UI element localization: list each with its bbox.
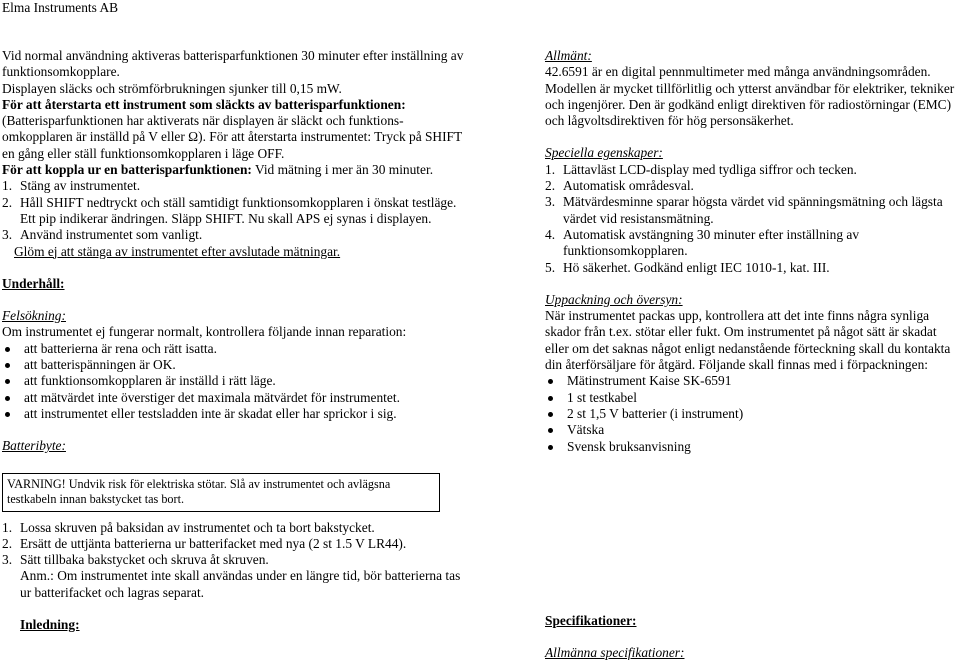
batteribyte-heading: Batteribyte:	[2, 438, 66, 454]
list-item: att batterierna är rena och rätt isatta.	[2, 341, 464, 357]
list-item: 1. Lättavläst LCD-display med tydliga siffror och tecken.	[545, 161, 857, 177]
list-item: 3. Sätt tillbaka bakstycket och skruva åt skruven.	[2, 552, 269, 568]
allmant-heading: Allmänt:	[545, 48, 592, 63]
left-column	[2, 48, 464, 633]
forget-note: Glöm ej att stänga av instrumentet efter avslutade mätningar.	[14, 243, 341, 259]
list-item: 2. Håll SHIFT nedtryckt och ställ samtidigt funktionsomkopplaren i önskat testläge. Ett pip indikerar ändringen. Släpp SHIFT. Nu skall APS ej synas i displayen.	[2, 194, 457, 226]
features-list	[545, 162, 957, 276]
allmanna-specifikationer-heading: Allmänna specifikationer:	[545, 645, 685, 660]
disable-steps	[2, 178, 464, 243]
allmant-text: 42.6591 är en digital pennmultimeter med många användningsområden. Modellen är mycket tillförlitlig och ytterst användbar för elektriker, tekniker och ingenjörer. Den är godkänd enligt direktiven för radiostörningar (EMC) och lågvoltsdirektiven för hög personsäkerhet.	[545, 64, 955, 129]
list-item: att mätvärdet inte överstiger det maximala mätvärdet för instrumentet.	[2, 390, 464, 406]
list-item: 1 st testkabel	[545, 390, 957, 406]
warning-box: VARNING! Undvik risk för elektriska stötar. Slå av instrumentet och avlägsna testkabeln innan bakstycket tas bort.	[2, 473, 440, 512]
list-item: att batterispänningen är OK.	[2, 357, 464, 373]
list-item: Vätska	[545, 422, 957, 438]
list-item: Svensk bruksanvisning	[545, 439, 957, 455]
list-item: 1. Stäng av instrumentet.	[2, 178, 141, 194]
speciella-heading: Speciella egenskaper:	[545, 145, 663, 161]
document-header: Elma Instruments AB	[2, 0, 119, 15]
list-item: 4. Automatisk avstängning 30 minuter efter inställning av funktionsomkopplaren.	[545, 226, 860, 259]
disable-paragraph	[2, 162, 464, 178]
list-item: 3. Använd instrumentet som vanligt.	[2, 227, 203, 243]
battery-steps	[2, 520, 464, 569]
list-item: 2. Ersätt de uttjänta batterierna ur batterifacket med nya (2 st 1.5 V LR44).	[2, 535, 407, 551]
list-item: 3. Mätvärdesminne sparar högsta värdet vid spänningsmätning och lägsta värdet vid resistansmätning.	[545, 194, 943, 226]
felsokning-list	[2, 341, 464, 422]
list-item: Mätinstrument Kaise SK-6591	[545, 373, 957, 389]
felsokning-intro: Om instrumentet ej fungerar normalt, kontrollera följande innan reparation:	[2, 324, 407, 340]
package-list	[545, 373, 957, 454]
list-item: att instrumentet eller testsladden inte är skadat eller har sprickor i sig.	[2, 406, 464, 422]
underhall-heading: Underhåll:	[2, 275, 65, 291]
list-item: att funktionsomkopplaren är inställd i rätt läge.	[2, 373, 464, 389]
restart-heading: För att återstarta ett instrument som släckts av batterisparfunktionen:	[2, 96, 406, 112]
restart-paragraph	[2, 97, 464, 162]
battery-note: Anm.: Om instrumentet inte skall användas under en längre tid, bör batterierna tas ur batterifacket och lagras separat.	[20, 568, 461, 600]
list-item: 5. Hö säkerhet. Godkänd enligt IEC 1010-1, kat. III.	[545, 259, 830, 275]
list-item: 2. Automatisk områdesval.	[545, 178, 694, 194]
disable-heading: För att koppla ur en batterisparfunktionen:	[2, 162, 252, 178]
uppackning-heading: Uppackning och översyn:	[545, 291, 683, 307]
list-item: 2 st 1,5 V batterier (i instrument)	[545, 406, 957, 422]
felsokning-heading: Felsökning:	[2, 308, 66, 324]
disable-text: Vid mätning i mer än 30 minuter.	[251, 162, 434, 178]
uppackning-text: När instrumentet packas upp, kontrollera att det inte finns några synliga skador från t.ex. stötar eller fukt. Om instrumentet på något sätt är skadat eller om det saknas något enligt nedanstående förteckning skall du kontakta din återförsäljare för åtgärd. Följande skall finnas med i förpackningen:	[545, 308, 951, 373]
list-item: 1. Lossa skruven på baksidan av instrumentet och ta bort bakstycket.	[2, 519, 375, 535]
display-paragraph: Displayen släcks och strömförbrukningen sjunker till 0,15 mW.	[2, 80, 342, 96]
right-column	[545, 48, 957, 455]
specifikationer-heading: Specifikationer:	[545, 613, 637, 628]
restart-text: (Batterisparfunktionen har aktiverats när displayen är släckt och funktions-omkopplaren är inställd på V eller Ω). För att återstarta instrumentet: Tryck på SHIFT en gång eller ställ funktionsomkopplaren i läge OFF.	[2, 113, 462, 161]
aps-paragraph: Vid normal användning aktiveras batterisparfunktionen 30 minuter efter inställning av funktionsomkopplare.	[2, 48, 464, 80]
inledning-heading: Inledning:	[20, 617, 80, 633]
